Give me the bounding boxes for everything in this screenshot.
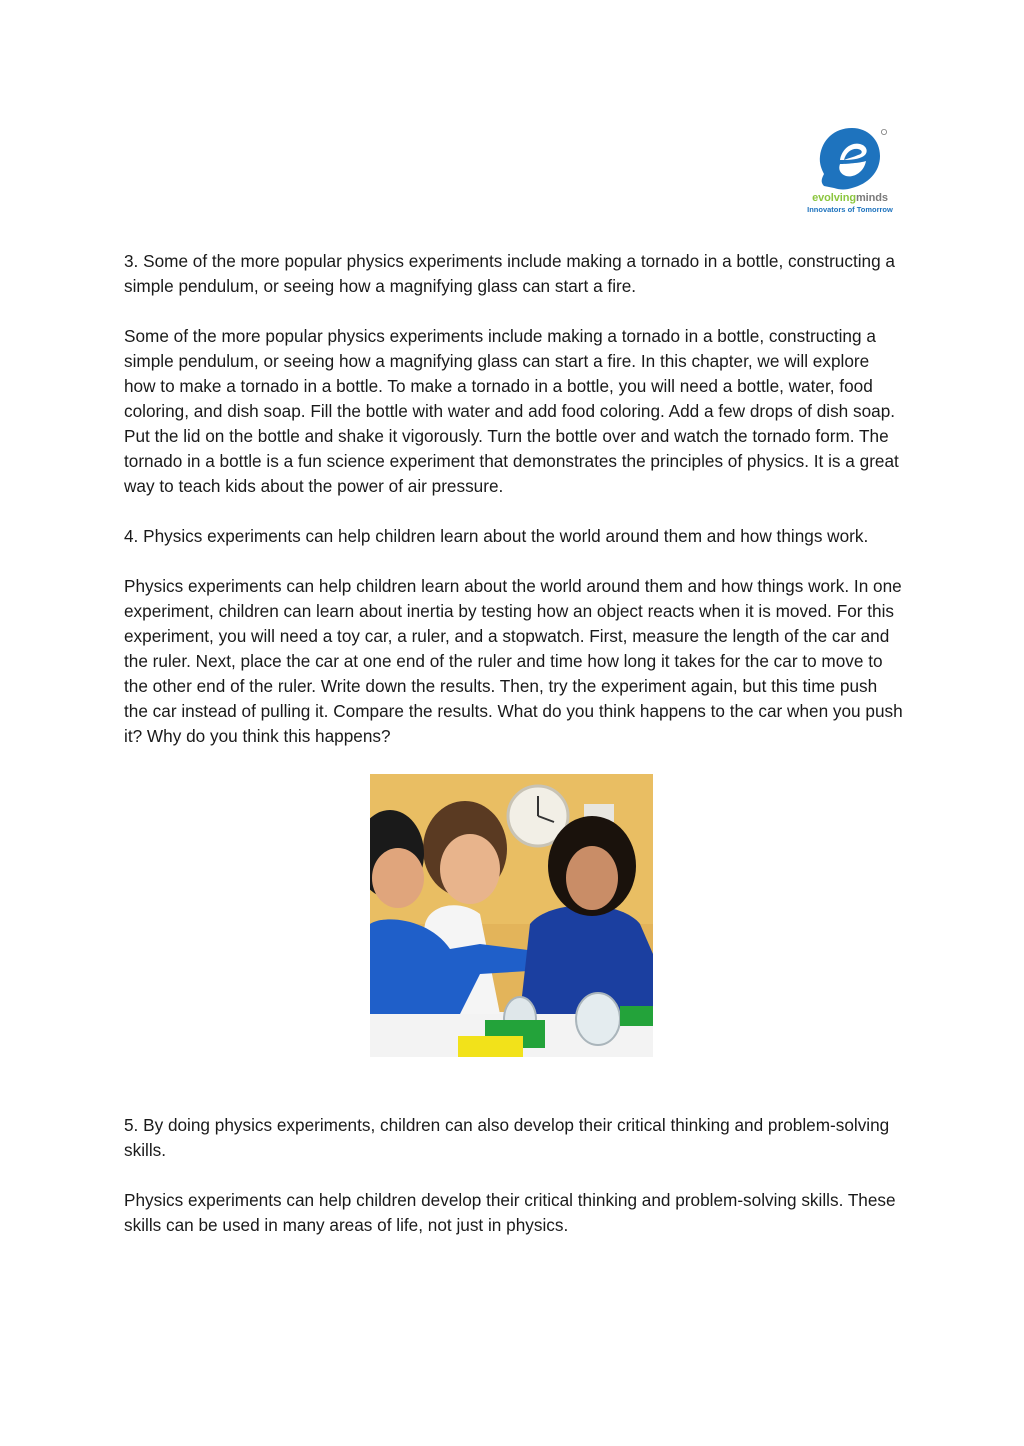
logo-tagline: Innovators of Tomorrow (807, 205, 893, 214)
children-experiment-photo (370, 774, 653, 1057)
section-4-body: Physics experiments can help children learn about the world around them and how things work. In one experiment, children can learn about inertia by testing how an object reacts when it is moved. For this experiment, you will need a toy car, a ruler, and a stopwatch. First, measure the length of the car and the ruler. Next, place the car at one end of the ruler and time how long it takes for the car to move to the other end of the ruler. Write down the results. Then, try the experiment again, but this time push the car instead of pulling it. Compare the results. What do you think happens to the car when you push it? Why do you think this happens? (124, 576, 903, 746)
evolvingminds-logo (800, 124, 900, 224)
e-head-icon (800, 124, 900, 194)
section-5-heading: 5. By doing physics experiments, children can also develop their critical thinking and problem-solving skills. (124, 1115, 890, 1160)
logo-brand-part1: evolving (812, 192, 856, 204)
section-3-body: Some of the more popular physics experiments include making a tornado in a bottle, constructing a simple pendulum, or seeing how a magnifying glass can start a fire. In this chapter, we will explore how to make a tornado in a bottle. To make a tornado in a bottle, you will need a bottle, water, food coloring, and dish soap. Fill the bottle with water and add food coloring. Add a few drops of dish soap. Put the lid on the bottle and shake it vigorously. Turn the bottle over and watch the tornado form. The tornado in a bottle is a fun science experiment that demonstrates the principles of physics. It is a great way to teach kids about the power of air pressure. (124, 326, 899, 496)
section-5-body: Physics experiments can help children develop their critical thinking and problem-solving skills. These skills can be used in many areas of life, not just in physics. (124, 1190, 896, 1235)
section-4-heading: 4. Physics experiments can help children learn about the world around them and how things work. (124, 526, 869, 546)
section-3-heading: 3. Some of the more popular physics experiments include making a tornado in a bottle, constructing a simple pendulum, or seeing how a magnifying glass can start a fire. (124, 251, 895, 296)
document-body (124, 249, 904, 1263)
logo-brand-part2: minds (855, 192, 888, 204)
